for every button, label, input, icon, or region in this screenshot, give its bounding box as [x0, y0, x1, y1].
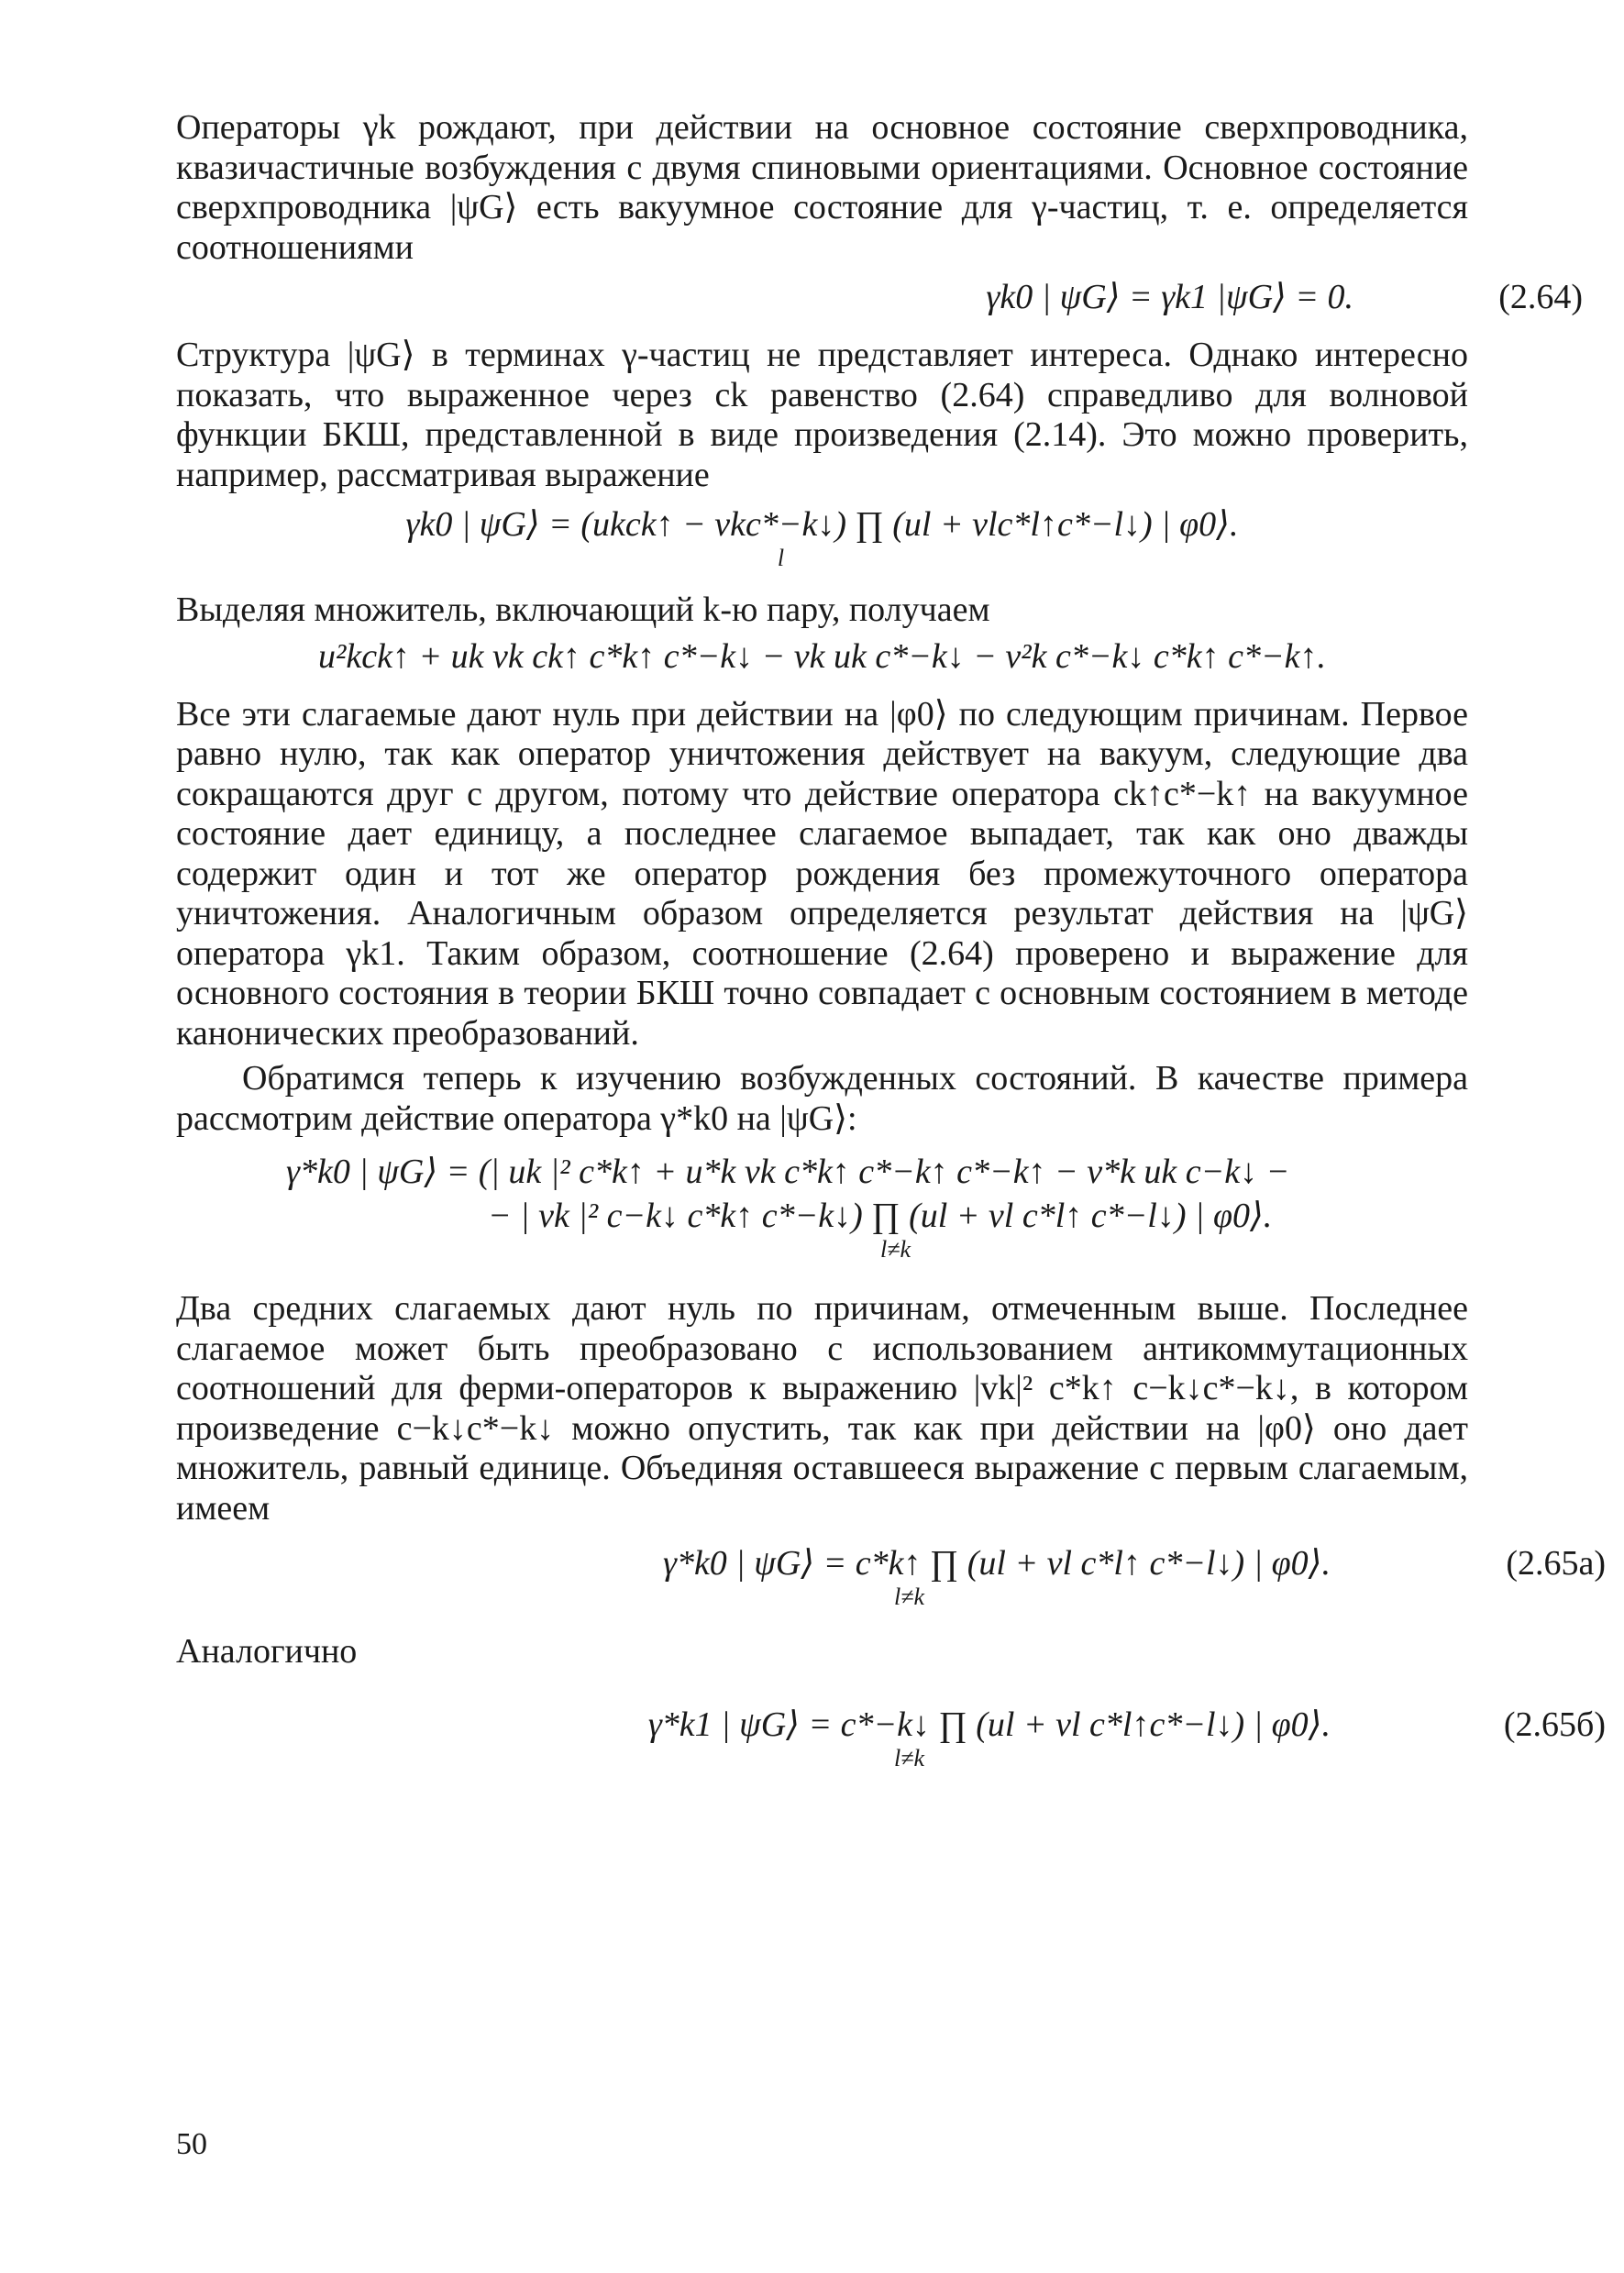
equation-2-65a-product-index: l≠k: [893, 1583, 925, 1610]
equation-2-65b-body: γ*k1 | ψG⟩ = c*−k↓ ∏ (ul + vl c*l↑c*−l↓) | φ0⟩.: [647, 1705, 1331, 1744]
paragraph-operators: Операторы γk рождают, при действии на основное состояние сверхпроводника, квазичастичные возбуждения с двумя спиновыми ориентациями. Основное состояние сверхпроводника |ψG⟩ есть вакуумное состояние для γ-частиц, т. е. определяется соотношениями: [176, 108, 1468, 267]
equation-2-64: [176, 275, 1583, 319]
equation-gamma-k0: [176, 502, 1468, 546]
equation-excited-line-1-body: γ*k0 | ψG⟩ = (| uk |² c*k↑ + u*k vk c*k↑ c*−k↑ c*−k↑ − v*k uk c−k↓ −: [286, 1153, 1290, 1191]
paragraph-factor: Выделяя множитель, включающий k-ю пару, получаем: [176, 590, 990, 629]
equation-2-65a-number: (2.65a): [1506, 1544, 1606, 1583]
equation-2-65b-number: (2.65б): [1503, 1705, 1606, 1744]
paragraph-middle-terms: Два средних слагаемых дают нуль по причинам, отмеченным выше. Последнее слагаемое может быть преобразовано с использованием антикоммутационных соотношений для ферми-операторов к выражению |vk|² c*k↑ c−k↓c*−k↓, в котором произведение c−k↓c*−k↓ можно опустить, так как при действии на |φ0⟩ оно дает множитель, равный единице. Объединяя оставшееся выражение с первым слагаемым, имеем: [176, 1289, 1468, 1528]
paragraph-terms-zero: Все эти слагаемые дают нуль при действии на |φ0⟩ по следующим причинам. Первое равно нулю, так как оператор уничтожения действует на вакуум, следующие два сокращаются друг с другом, потому что действие оператора ck↑c*−k↑ на вакуумное состояние дает единицу, а последнее слагаемое выпадает, так как оно дважды содержит один и тот же оператор рождения без промежуточного оператора уничтожения. Аналогичным образом определяется результат действия на |ψG⟩ оператора γk1. Таким образом, соотношение (2.64) проверено и выражение для основного состояния в теории БКШ точно совпадает с основным состоянием в методе канонических преобразований.: [176, 694, 1468, 1053]
equation-2-65b: [176, 1703, 1606, 1747]
label-analogously: Аналогично: [176, 1632, 358, 1671]
equation-gamma-k0-product-index: l: [777, 545, 785, 571]
equation-excited-line-2-body: − | vk |² c−k↓ c*k↑ c*−k↓) ∏ (ul + vl c*l↑ c*−l↓) | φ0⟩.: [488, 1197, 1273, 1235]
equation-2-65a: [176, 1541, 1606, 1585]
equation-2-64-body: γk0 | ψG⟩ = γk1 |ψG⟩ = 0.: [986, 278, 1353, 316]
page-number: 50: [176, 2127, 207, 2161]
equation-expansion: [176, 634, 1468, 679]
paragraph-structure: Структура |ψG⟩ в терминах γ-частиц не представляет интереса. Однако интересно показать, что выраженное через ck равенство (2.64) справедливо для волновой функции БКШ, представленной в виде произведения (2.14). Это можно проверить, например, рассматривая выражение: [176, 336, 1468, 494]
equation-excited-product-index: l≠k: [879, 1236, 911, 1263]
equation-excited-line-2: [176, 1194, 1468, 1238]
equation-expansion-body: u²kck↑ + uk vk ck↑ c*k↑ c*−k↓ − vk uk c*−k↓ − v²k c*−k↓ c*k↑ c*−k↑.: [318, 636, 1326, 676]
equation-gamma-k0-body: γk0 | ψG⟩ = (ukck↑ − vkc*−k↓) ∏ (ul + vlc*l↑c*−l↓) | φ0⟩.: [405, 505, 1239, 544]
equation-2-65b-product-index: l≠k: [893, 1745, 925, 1771]
equation-2-65a-body: γ*k0 | ψG⟩ = c*k↑ ∏ (ul + vl c*l↑ c*−l↓) | φ0⟩.: [662, 1544, 1331, 1583]
equation-excited-line-1: [176, 1150, 1468, 1194]
paragraph-excited-states: Обратимся теперь к изучению возбужденных состояний. В качестве примера рассмотрим действие оператора γ*k0 на |ψG⟩:: [176, 1059, 1468, 1138]
equation-2-64-number: (2.64): [1498, 278, 1583, 316]
